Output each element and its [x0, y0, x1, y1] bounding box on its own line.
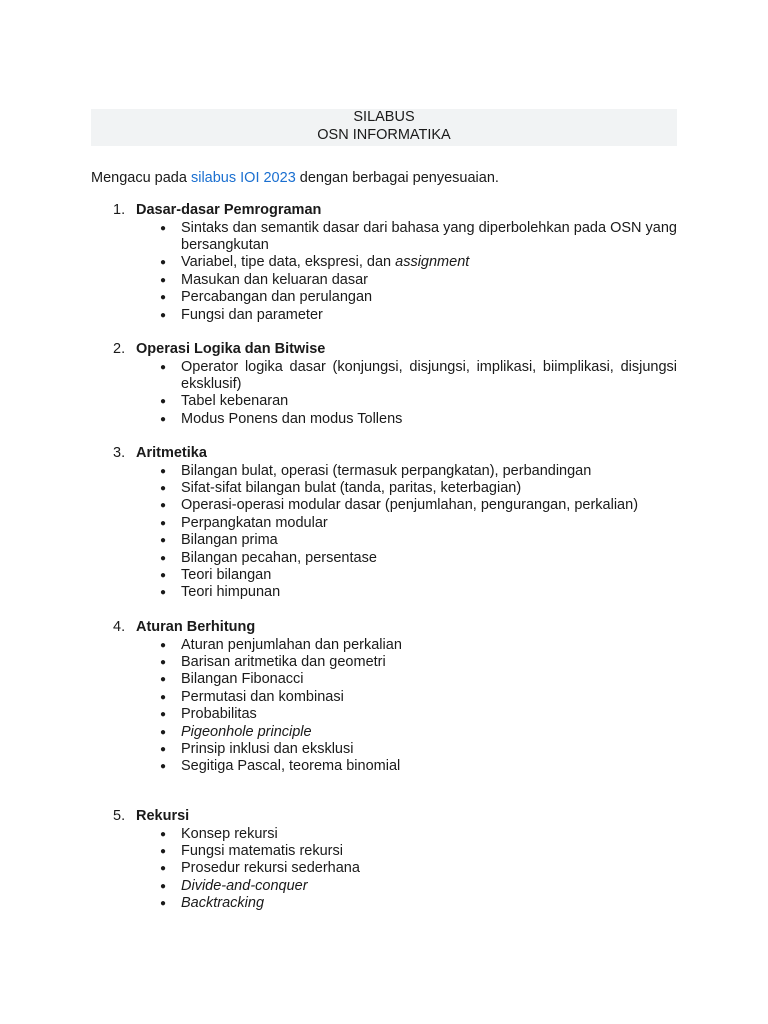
- bullet-icon: ●: [159, 863, 167, 875]
- section-number: 3.: [113, 445, 126, 461]
- item-text: Probabilitas: [181, 706, 257, 723]
- item-text: Masukan dan keluaran dasar: [181, 271, 369, 288]
- section-5: [91, 808, 677, 913]
- intro-text-before: Mengacu pada: [91, 170, 191, 186]
- section-number: 4.: [113, 619, 126, 635]
- list-item: [91, 254, 677, 271]
- bullet-list: [91, 826, 677, 913]
- bullet-list: [91, 359, 677, 429]
- bullet-icon: ●: [159, 898, 167, 910]
- list-item: [91, 637, 677, 654]
- bullet-icon: ●: [159, 845, 167, 857]
- list-item: [91, 689, 677, 706]
- item-text: Fungsi matematis rekursi: [181, 842, 343, 859]
- section-title: Rekursi: [136, 808, 190, 824]
- list-item: [91, 860, 677, 877]
- list-item: [91, 497, 677, 514]
- list-item: [91, 550, 677, 567]
- bullet-icon: ●: [159, 587, 167, 599]
- bullet-list: [91, 220, 677, 324]
- list-item: [91, 706, 677, 723]
- ioi-syllabus-link[interactable]: silabus IOI 2023: [190, 170, 296, 186]
- list-item: [91, 272, 677, 289]
- item-text: Tabel kebenaran: [181, 393, 289, 410]
- list-item: [91, 567, 677, 584]
- item-text: Prosedur rekursi sederhana: [181, 860, 360, 877]
- item-text: Operator logika dasar (konjungsi, disjungsi, implikasi, biimplikasi, disjungsi eksklusif): [181, 358, 677, 392]
- list-item: [91, 220, 677, 255]
- list-item: [91, 741, 677, 758]
- intro-paragraph: [91, 170, 499, 187]
- list-item: [91, 895, 677, 912]
- bullet-icon: ●: [159, 500, 167, 512]
- intro-text-after: dengan berbagai penyesuaian.: [295, 170, 499, 186]
- bullet-icon: ●: [159, 709, 167, 721]
- bullet-icon: ●: [159, 396, 167, 408]
- list-item: [91, 758, 677, 775]
- list-item: [91, 307, 677, 324]
- item-text: Segitiga Pascal, teorema binomial: [181, 758, 401, 775]
- list-item: [91, 724, 677, 741]
- section-heading: [91, 202, 677, 220]
- bullet-list: [91, 463, 677, 602]
- section-title: Aritmetika: [136, 445, 207, 461]
- section-4: [91, 619, 677, 776]
- bullet-list: [91, 637, 677, 776]
- item-text: Permutasi dan kombinasi: [181, 688, 344, 705]
- bullet-icon: ●: [159, 743, 167, 755]
- list-item: [91, 289, 677, 306]
- item-text: Bilangan pecahan, persentase: [181, 549, 377, 566]
- title-line-silabus: SILABUS: [353, 109, 415, 125]
- list-item: [91, 480, 677, 497]
- item-text: Perpangkatan modular: [181, 514, 328, 531]
- list-item: [91, 411, 677, 428]
- section-number: 5.: [113, 808, 126, 824]
- bullet-icon: ●: [159, 361, 167, 373]
- list-item: [91, 826, 677, 843]
- item-italic-text: Backtracking: [181, 895, 265, 912]
- bullet-icon: ●: [159, 880, 167, 892]
- item-text: Teori bilangan: [181, 566, 272, 583]
- bullet-icon: ●: [159, 761, 167, 773]
- item-text: Variabel, tipe data, ekspresi, dan: [181, 254, 396, 271]
- bullet-icon: ●: [159, 309, 167, 321]
- item-text: Aturan penjumlahan dan perkalian: [181, 636, 402, 653]
- section-number: 1.: [113, 202, 126, 218]
- list-item: [91, 843, 677, 860]
- bullet-icon: ●: [159, 465, 167, 477]
- list-item: [91, 463, 677, 480]
- item-text: Bilangan prima: [181, 532, 278, 549]
- section-3: [91, 445, 677, 602]
- bullet-icon: ●: [159, 639, 167, 651]
- bullet-icon: ●: [159, 726, 167, 738]
- item-text: Sintaks dan semantik dasar dari bahasa yang diperbolehkan pada OSN yang bersangkutan: [181, 219, 677, 253]
- bullet-icon: ●: [159, 535, 167, 547]
- section-heading: [91, 619, 677, 637]
- item-text: Fungsi dan parameter: [181, 306, 323, 323]
- item-text: Bilangan bulat, operasi (termasuk perpangkatan), perbandingan: [181, 462, 592, 479]
- list-item: [91, 532, 677, 549]
- bullet-icon: ●: [159, 517, 167, 529]
- section-title: Dasar-dasar Pemrograman: [136, 202, 322, 218]
- list-item: [91, 654, 677, 671]
- item-text: Konsep rekursi: [181, 825, 278, 842]
- bullet-icon: ●: [159, 413, 167, 425]
- list-item: [91, 878, 677, 895]
- document-title-box: [91, 109, 677, 146]
- section-heading: [91, 341, 677, 359]
- section-heading: [91, 808, 677, 826]
- item-text: Modus Ponens dan modus Tollens: [181, 410, 403, 427]
- list-item: [91, 584, 677, 601]
- bullet-icon: ●: [159, 691, 167, 703]
- title-line-osn: OSN INFORMATIKA: [317, 126, 451, 143]
- bullet-icon: ●: [159, 482, 167, 494]
- list-item: [91, 393, 677, 410]
- item-italic-text: assignment: [395, 254, 470, 271]
- item-text: Sifat-sifat bilangan bulat (tanda, paritas, keterbagian): [181, 479, 522, 496]
- list-item: [91, 359, 677, 394]
- bullet-icon: ●: [159, 674, 167, 686]
- bullet-icon: ●: [159, 222, 167, 234]
- item-text: Barisan aritmetika dan geometri: [181, 653, 386, 670]
- bullet-icon: ●: [159, 257, 167, 269]
- bullet-icon: ●: [159, 656, 167, 668]
- item-text: Bilangan Fibonacci: [181, 671, 304, 688]
- item-italic-text: Pigeonhole principle: [181, 723, 312, 740]
- item-text: Teori himpunan: [181, 584, 281, 601]
- bullet-icon: ●: [159, 274, 167, 286]
- section-title: Operasi Logika dan Bitwise: [136, 341, 326, 357]
- section-1: [91, 202, 677, 324]
- section-number: 2.: [113, 341, 126, 357]
- section-2: [91, 341, 677, 428]
- bullet-icon: ●: [159, 569, 167, 581]
- bullet-icon: ●: [159, 292, 167, 304]
- item-italic-text: Divide-and-conquer: [181, 877, 308, 894]
- bullet-icon: ●: [159, 552, 167, 564]
- bullet-icon: ●: [159, 828, 167, 840]
- list-item: [91, 671, 677, 688]
- item-text: Operasi-operasi modular dasar (penjumlahan, pengurangan, perkalian): [181, 497, 639, 514]
- item-text: Prinsip inklusi dan eksklusi: [181, 740, 354, 757]
- list-item: [91, 515, 677, 532]
- section-heading: [91, 445, 677, 463]
- section-title: Aturan Berhitung: [136, 619, 256, 635]
- item-text: Percabangan dan perulangan: [181, 289, 373, 306]
